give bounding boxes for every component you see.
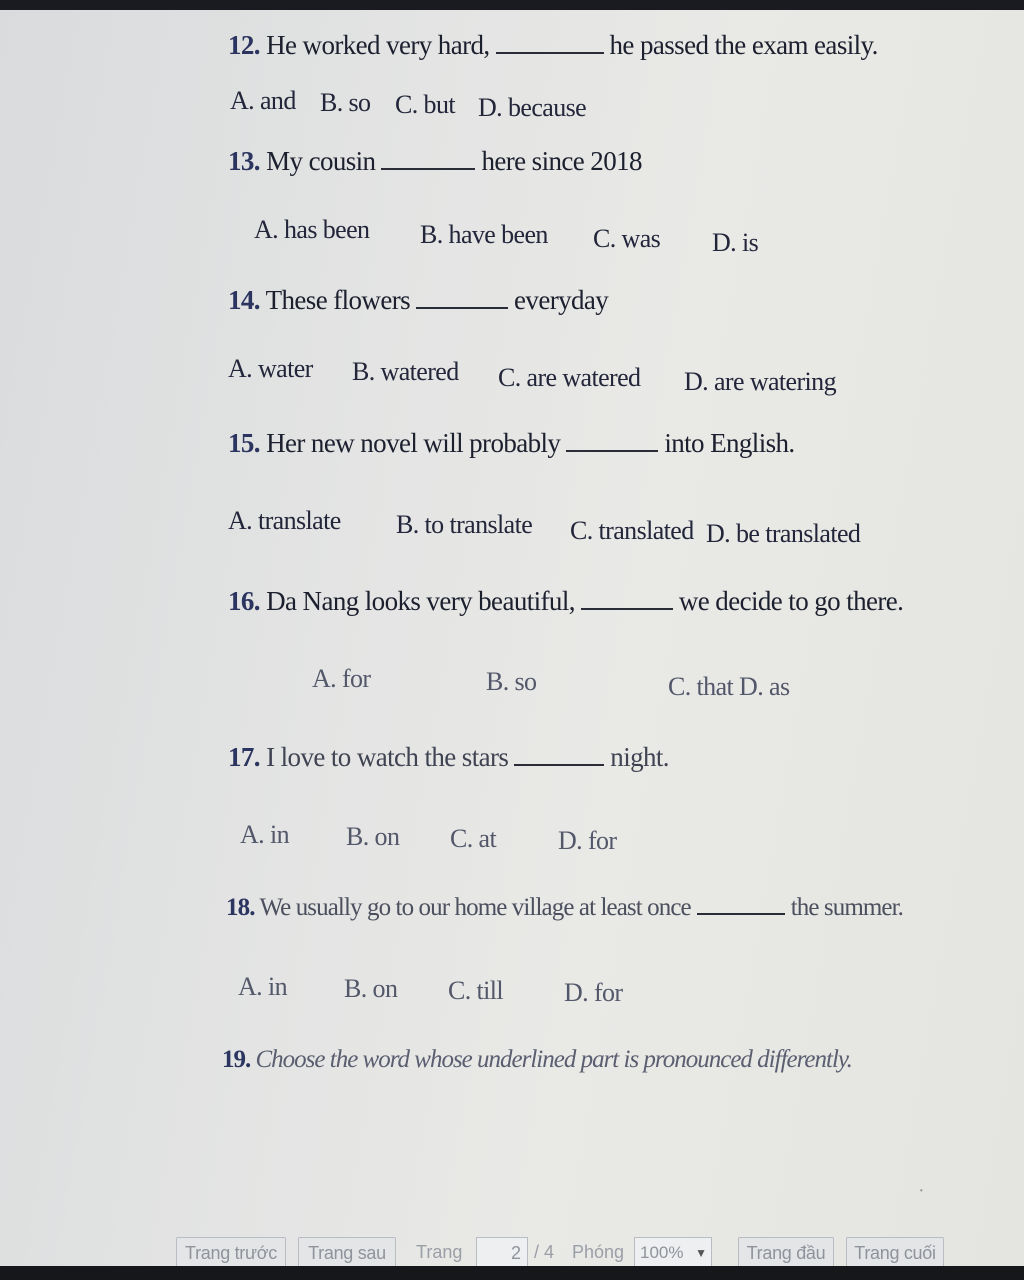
option-c: C. but (395, 90, 455, 119)
question-text-after: here since 2018 (481, 146, 642, 176)
option-a: A. water (228, 354, 313, 383)
answer-blank (581, 590, 673, 610)
question-text-before: Da Nang looks very beautiful, (266, 586, 575, 616)
question-15 (228, 428, 795, 459)
option-d: D. be translated (706, 519, 861, 548)
question-number: 12. (228, 30, 260, 60)
answer-blank (416, 289, 508, 309)
answer-blank (514, 746, 604, 766)
option-c: C. till (448, 976, 504, 1005)
zoom-value: 100% (640, 1243, 684, 1262)
option-b: B. have been (420, 220, 548, 249)
next-page-button[interactable]: Trang sau (298, 1237, 396, 1268)
question-text-before: My cousin (266, 146, 376, 176)
question-text-after: everyday (514, 285, 609, 315)
question-text-after: night. (610, 742, 669, 772)
answer-blank (496, 34, 604, 54)
option-a: A. for (312, 664, 371, 693)
question-text-after: the summer. (790, 894, 904, 921)
page-navigation-toolbar (170, 1234, 970, 1268)
question-19 (222, 1046, 852, 1074)
option-b: B. to translate (396, 510, 533, 539)
question-instruction: Choose the word whose underlined part is pronounced differently. (255, 1046, 852, 1073)
last-page-button[interactable]: Trang cuối (846, 1237, 944, 1268)
question-text-before: He worked very hard, (266, 30, 490, 60)
prev-page-button[interactable]: Trang trước (176, 1237, 286, 1268)
question-14 (228, 285, 608, 316)
question-13 (228, 146, 642, 177)
page-label: Trang (416, 1242, 463, 1262)
document-page (0, 10, 1024, 1268)
question-number: 16. (228, 586, 260, 616)
question-17 (228, 742, 669, 773)
question-18 (226, 894, 903, 922)
question-text-before: We usually go to our home village at least once (259, 894, 691, 921)
question-16 (228, 586, 903, 617)
option-a: A. translate (228, 506, 341, 535)
chevron-down-icon: ▼ (695, 1246, 707, 1260)
option-b: B. watered (352, 357, 459, 386)
question-text-after: he passed the exam easily. (609, 30, 878, 60)
question-text-after: we decide to go there. (678, 586, 904, 616)
answer-blank (566, 432, 658, 452)
option-a: A. in (240, 820, 290, 849)
question-text-before: I love to watch the stars (266, 742, 509, 772)
option-b: B. so (486, 667, 537, 696)
option-b: B. on (344, 974, 398, 1003)
screen-bezel (0, 1266, 1024, 1280)
option-c-d: C. that D. as (668, 672, 790, 701)
option-d: D. for (564, 978, 623, 1007)
zoom-label: Phóng (572, 1242, 625, 1262)
option-a: A. has been (254, 215, 370, 244)
question-number: 14. (228, 285, 260, 315)
option-c: C. at (450, 824, 497, 853)
first-page-button[interactable]: Trang đầu (738, 1237, 834, 1268)
option-a: A. in (238, 972, 288, 1001)
question-text-before: Her new novel will probably (266, 428, 561, 458)
question-12 (228, 30, 878, 61)
question-number: 18. (226, 894, 255, 921)
option-c: C. are watered (498, 363, 641, 392)
option-a: A. and (230, 86, 296, 115)
page-total: / 4 (534, 1242, 555, 1262)
question-number: 13. (228, 146, 260, 176)
answer-blank (697, 895, 785, 915)
option-d: D. is (712, 228, 759, 257)
option-b: B. on (346, 822, 400, 851)
zoom-select[interactable] (634, 1237, 712, 1267)
question-text-after: into English. (664, 428, 795, 458)
page-number-input[interactable]: 2 (476, 1237, 528, 1267)
question-number: 15. (228, 428, 260, 458)
stray-mark: · (918, 1180, 925, 1202)
option-c: C. translated (570, 516, 694, 545)
option-d: D. are watering (684, 367, 836, 396)
option-b: B. so (320, 88, 371, 117)
option-d: D. for (558, 826, 617, 855)
question-number: 17. (228, 742, 260, 772)
option-d: D. because (478, 93, 587, 122)
option-c: C. was (593, 224, 661, 253)
question-number: 19. (222, 1046, 251, 1073)
answer-blank (381, 150, 475, 170)
question-text-before: These flowers (265, 285, 411, 315)
